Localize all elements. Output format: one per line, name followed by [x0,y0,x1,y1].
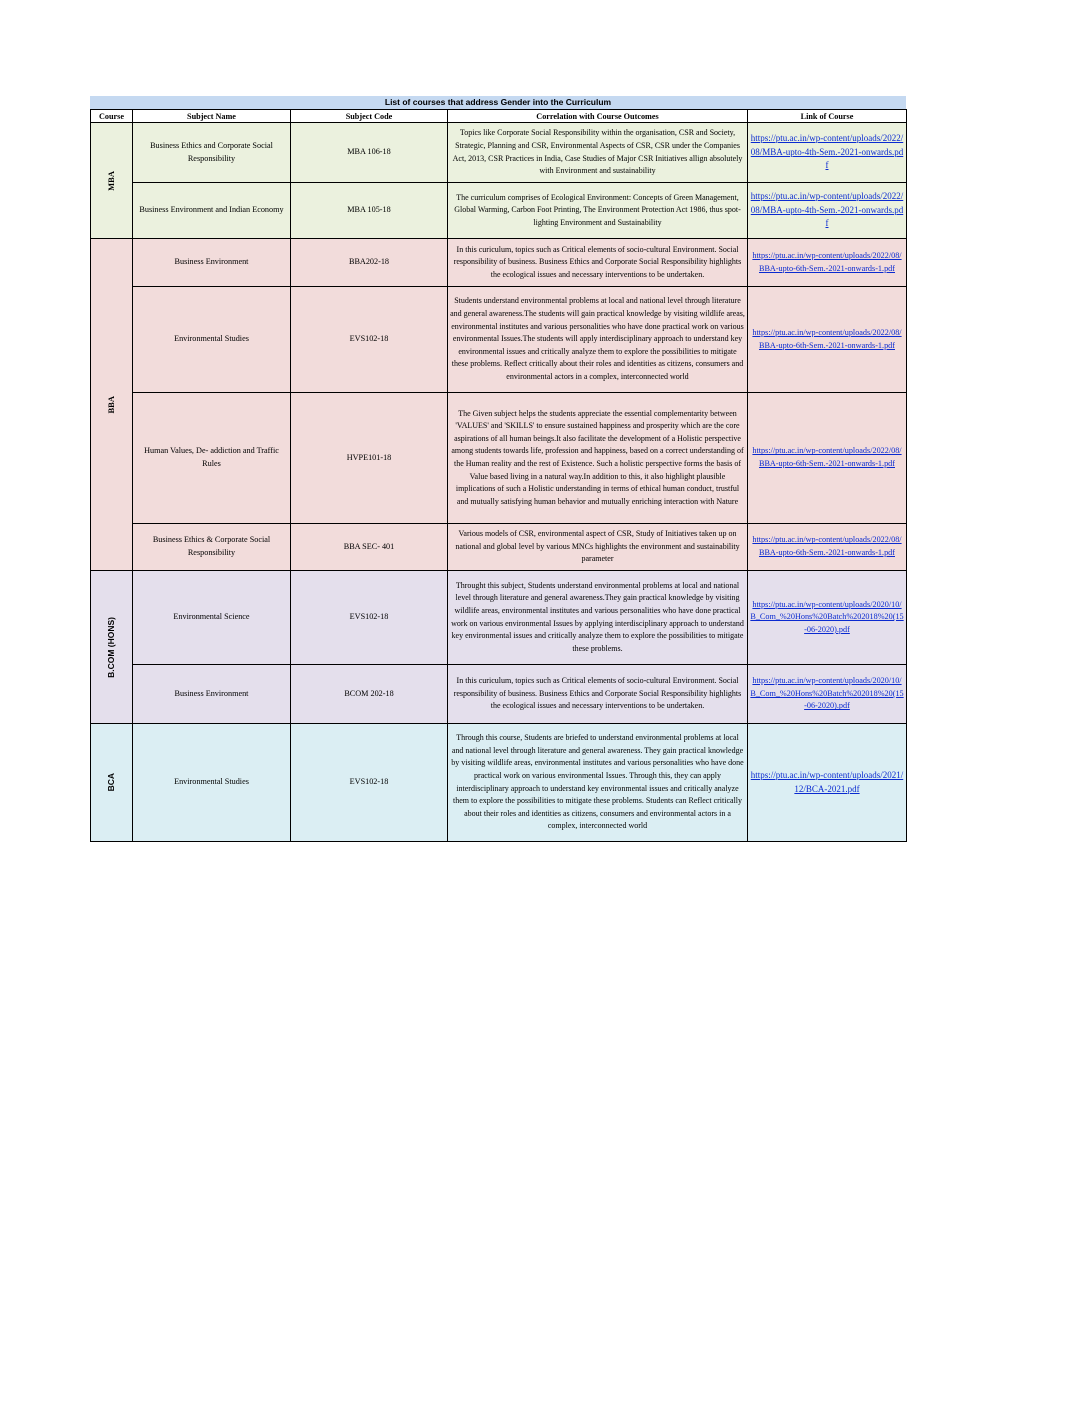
subject-code: BBA202-18 [291,239,448,287]
course-link[interactable]: https://ptu.ac.in/wp-content/uploads/2022/08/MBA-upto-4th-Sem.-2021-onwards.pdf [750,191,904,229]
courses-table [90,109,907,842]
course-outcome: The curriculum comprises of Ecological Environment: Concepts of Green Management, Global Warming, Carbon Foot Printing, The Environment Protection Act 1986, thus spot-lighting Environment and Sustainability [448,183,748,239]
table-row [91,524,907,571]
course-outcome: Throught this subject, Students understand environmental problems at local and national level through literature and general awareness.They gain practical knowledge by visiting wildlife areas, environmental institutes and various personalities who have done practical work on various environmental Issues by applying interdisciplinary approach to understand key environmental issues and critically analyze them to explore the possibilities to mitigate these problems. [448,571,748,665]
header-course: Course [91,110,133,123]
table-row [91,571,907,665]
course-label: BBA [106,395,117,414]
course-outcome: Topics like Corporate Social Responsibility within the organisation, CSR and Society, Strategic, Planning and CSR, Environmental Aspects of CSR, CSR under the Companies Act, 2013, CSR Practices in India, Case Studies of Major CSR Initiatives allign absolutely with Environment and sustainability [448,123,748,183]
table-row [91,287,907,393]
course-link-cell [748,239,907,287]
subject-name: Business Environment [133,665,291,724]
course-link[interactable]: https://ptu.ac.in/wp-content/uploads/2022/08/BBA-upto-6th-Sem.-2021-onwards-1.pdf [752,535,902,557]
table-row [91,393,907,524]
course-outcome: Students understand environmental problems at local and national level through literature and general awareness.The students will gain practical knowledge by visiting wildlife areas, environmental institutes and various personalities who have done practical work on various environmental Issues.The students will apply interdisciplinary approach to understand key environmental issues and critically analyze them to explore the possibilities to mitigate these problems. Reflect critically about their roles and identities as citizens, consumers and environmental actors in a complex, interconnected world [448,287,748,393]
subject-code: BCOM 202-18 [291,665,448,724]
course-link[interactable]: https://ptu.ac.in/wp-content/uploads/2020/10/B_Com_%20Hons%20Batch%202018%20(15-06-2020).pdf [750,676,904,711]
subject-name: Business Ethics and Corporate Social Responsibility [133,123,291,183]
course-link-cell [748,287,907,393]
course-link[interactable]: https://ptu.ac.in/wp-content/uploads/2021/12/BCA-2021.pdf [750,769,904,794]
course-link-cell [748,724,907,842]
subject-code: EVS102-18 [291,724,448,842]
subject-code: BBA SEC- 401 [291,524,448,571]
subject-name: Business Environment [133,239,291,287]
table-row [91,183,907,239]
subject-name: Environmental Science [133,571,291,665]
table-title: List of courses that address Gender into the Curriculum [90,96,906,109]
header-correlation: Correlation with Course Outcomes [448,110,748,123]
course-label: B.COM (HONS) [106,616,117,678]
course-link[interactable]: https://ptu.ac.in/wp-content/uploads/2020/10/B_Com_%20Hons%20Batch%202018%20(15-06-2020).pdf [750,599,904,634]
course-cell-bcom [91,571,133,724]
header-link: Link of Course [748,110,907,123]
header-row [91,110,907,123]
subject-code: MBA 105-18 [291,183,448,239]
course-link-cell [748,393,907,524]
course-link[interactable]: https://ptu.ac.in/wp-content/uploads/2022/08/BBA-upto-6th-Sem.-2021-onwards-1.pdf [752,327,902,350]
subject-name: Business Environment and Indian Economy [133,183,291,239]
subject-name: Human Values, De- addiction and Traffic Rules [133,393,291,524]
course-outcome: The Given subject helps the students appreciate the essential complementarity between 'VALUES' and 'SKILLS' to ensure sustained happiness and prosperity which are the core aspirations of all human beings.It also facilitate the development of a Holistic perspective among students towards life, profession and happiness, based on a correct understanding of the Human reality and the rest of Existence. Such a holistic perspective forms the basis of Value based living in a natural way.In addition to this, it also highlight plausible implications of such a Holistic understanding in terms of ethical human conduct, trustful and mutually satisfying human behavior and mutually enriching interaction with Nature [448,393,748,524]
course-link[interactable]: https://ptu.ac.in/wp-content/uploads/2022/08/BBA-upto-6th-Sem.-2021-onwards-1.pdf [752,250,902,273]
subject-name: Environmental Studies [133,724,291,842]
course-outcome: Through this course, Students are briefed to understand environmental problems at local and national level through literature and general awareness. They gain practical knowledge by visiting wildlife areas, environmental institutes and various personalities who have done practical work on various environmental Issues. Through this, they can apply interdisciplinary approach to understand key environmental issues and critically analyze them to explore the possibilities to mitigate these problems. Students can Reflect critically about their roles and identities as citizens, consumers and environmental actors in a complex, interconnected world [448,724,748,842]
header-subject-name: Subject Name [133,110,291,123]
subject-code: EVS102-18 [291,287,448,393]
course-label: BCA [106,773,117,792]
course-link-cell [748,183,907,239]
course-label: MBA [106,170,117,191]
subject-code: MBA 106-18 [291,123,448,183]
course-link-cell [748,524,907,571]
course-outcome: In this curiculum, topics such as Critical elements of socio-cultural Environment. Social responsibility of business. Business Ethics and Corporate Social Responsibility highlights the ecological issues and necessary interventions to be undertaken. [448,239,748,287]
course-link-cell [748,123,907,183]
course-link-cell [748,571,907,665]
table-row [91,123,907,183]
table-row [91,724,907,842]
spreadsheet-page [90,96,906,842]
course-cell-bba [91,239,133,571]
header-subject-code: Subject Code [291,110,448,123]
course-cell-bca [91,724,133,842]
course-outcome: Various models of CSR, environmental aspect of CSR, Study of Initiatives taken up on national and global level by various MNCs highlights the environment and sustainability parameter [448,524,748,571]
subject-code: HVPE101-18 [291,393,448,524]
course-link[interactable]: https://ptu.ac.in/wp-content/uploads/2022/08/MBA-upto-4th-Sem.-2021-onwards.pdf [750,133,904,171]
table-row [91,239,907,287]
course-cell-mba [91,123,133,239]
course-link[interactable]: https://ptu.ac.in/wp-content/uploads/2022/08/BBA-upto-6th-Sem.-2021-onwards-1.pdf [752,446,902,468]
course-link-cell [748,665,907,724]
subject-name: Environmental Studies [133,287,291,393]
course-outcome: In this curiculum, topics such as Critical elements of socio-cultural Environment. Social responsibility of business. Business Ethics and Corporate Social Responsibility highlights the ecological issues and necessary interventions to be undertaken. [448,665,748,724]
subject-name: Business Ethics & Corporate Social Responsibility [133,524,291,571]
subject-code: EVS102-18 [291,571,448,665]
table-row [91,665,907,724]
